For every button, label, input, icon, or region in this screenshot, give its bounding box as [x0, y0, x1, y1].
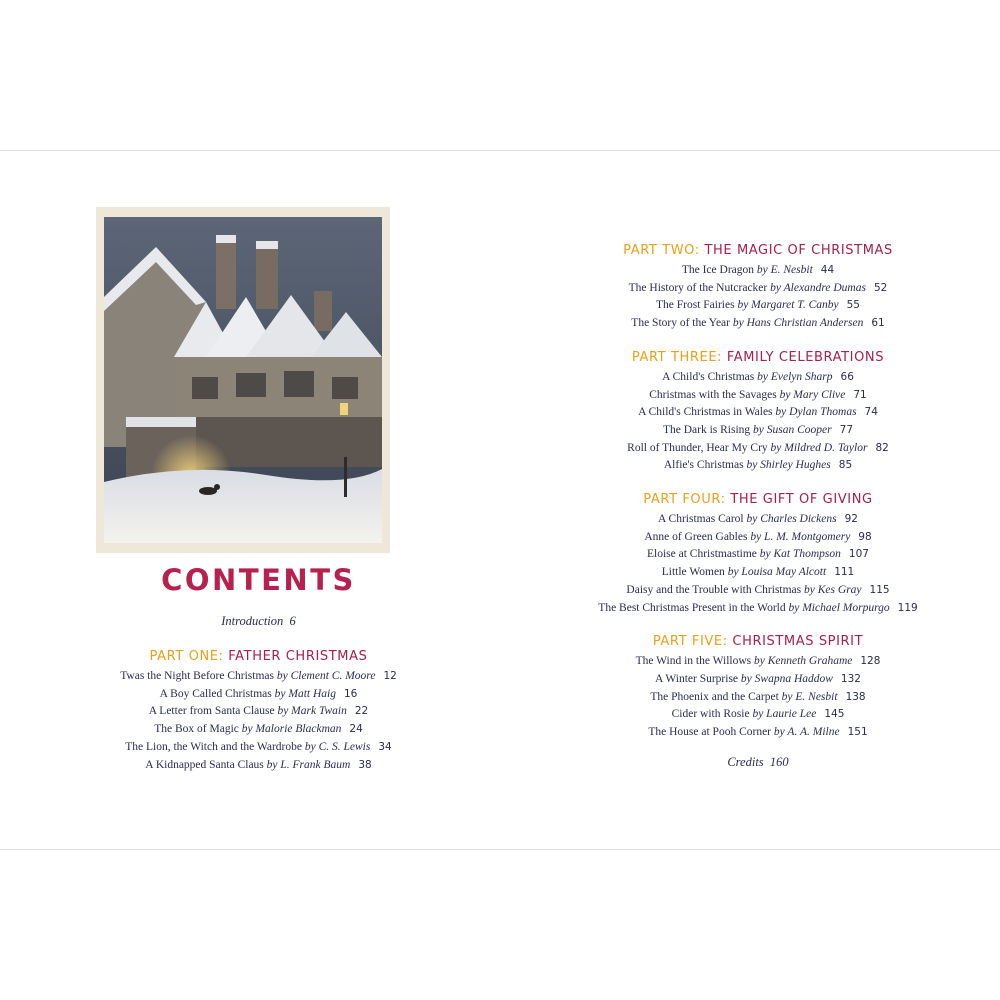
toc-entry[interactable] — [563, 706, 953, 724]
entry-title: Twas the Night Before Christmas — [120, 670, 274, 682]
part-name: FATHER CHRISTMAS — [228, 649, 368, 664]
entry-title: A Winter Surprise — [655, 672, 739, 685]
toc-entry[interactable] — [563, 457, 953, 475]
entry-title: Little Women — [661, 566, 725, 579]
entry-page-number: 61 — [871, 317, 885, 330]
part-heading — [563, 242, 953, 259]
entry-title: Daisy and the Trouble with Christmas — [626, 583, 802, 596]
entry-page-number: 44 — [820, 264, 835, 276]
entry-title: The Phoenix and the Carpet — [650, 690, 779, 703]
entry-title: The Best Christmas Present in the World — [598, 601, 786, 614]
introduction-entry[interactable] — [96, 614, 421, 629]
entry-author: by Kes Gray — [804, 583, 862, 596]
entry-title: A Child's Christmas in Wales — [638, 406, 773, 419]
part-heading — [96, 648, 421, 665]
part-name: CHRISTMAS SPIRIT — [732, 634, 864, 650]
toc-entry[interactable] — [563, 262, 953, 280]
entry-title: Cider with Rosie — [671, 708, 750, 721]
entry-title: A Christmas Carol — [658, 513, 744, 526]
toc-section — [563, 491, 953, 617]
entry-page-number: 92 — [844, 513, 858, 526]
entry-page-number: 111 — [834, 566, 855, 579]
entry-page-number: 145 — [824, 708, 845, 721]
entry-author: by Louisa May Alcott — [727, 566, 827, 579]
toc-entry[interactable] — [563, 564, 953, 582]
entry-author: by C. S. Lewis — [304, 740, 371, 753]
entry-author: by Mildred D. Taylor — [770, 441, 868, 454]
entry-author: by Matt Haig — [274, 687, 336, 700]
toc-entry[interactable] — [563, 440, 953, 458]
entry-title: Roll of Thunder, Hear My Cry — [627, 441, 768, 454]
entry-author: by L. Frank Baum — [266, 758, 351, 771]
entry-title: Anne of Green Gables — [644, 530, 748, 543]
entry-page-number: 138 — [845, 690, 866, 703]
toc-entry[interactable] — [563, 529, 953, 547]
entry-author: by A. A. Milne — [773, 726, 840, 739]
part-heading — [563, 491, 953, 508]
entry-author: by E. Nesbit — [781, 690, 838, 703]
toc-entry[interactable] — [96, 668, 421, 686]
entry-page-number: 132 — [840, 672, 861, 685]
introduction-label: Introduction — [221, 614, 284, 628]
toc-entry[interactable] — [563, 404, 953, 422]
entry-page-number: 82 — [875, 441, 889, 454]
entry-title: Eloise at Christmastime — [647, 548, 757, 561]
entry-author: by Hans Christian Andersen — [732, 317, 864, 330]
entry-page-number: 52 — [873, 281, 888, 294]
entry-title: A Child's Christmas — [662, 370, 755, 383]
entry-page-number: 74 — [864, 406, 878, 419]
toc-entry[interactable] — [96, 721, 421, 739]
entry-author: by L. M. Montgomery — [750, 530, 851, 543]
part-name: THE MAGIC OF CHRISTMAS — [704, 243, 893, 258]
part-number: PART FOUR: — [643, 492, 726, 508]
credits-entry[interactable] — [563, 755, 953, 770]
entry-title: A Kidnapped Santa Claus — [145, 758, 264, 771]
entry-author: by Laurie Lee — [752, 708, 817, 721]
entry-author: by Clement C. Moore — [276, 670, 376, 682]
entry-author: by Malorie Blackman — [241, 723, 342, 736]
entry-page-number: 115 — [869, 583, 890, 596]
entry-title: The House at Pooh Corner — [648, 726, 772, 739]
toc-section — [563, 633, 953, 742]
entry-author: by Mary Clive — [779, 388, 846, 401]
entry-page-number: 66 — [840, 370, 854, 383]
toc-entry[interactable] — [96, 739, 421, 757]
credits-label: Credits — [727, 755, 764, 769]
entry-author: by Margaret T. Canby — [737, 299, 839, 312]
part-number: PART ONE: — [149, 649, 224, 664]
contents-right-column — [563, 242, 953, 742]
entry-author: by Shirley Hughes — [746, 459, 831, 472]
entry-page-number: 107 — [848, 548, 869, 561]
entry-page-number: 85 — [838, 459, 853, 472]
introduction-page: 6 — [289, 614, 296, 628]
toc-entry[interactable] — [563, 387, 953, 405]
entry-page-number: 77 — [839, 423, 854, 436]
entry-author: by Evelyn Sharp — [757, 370, 833, 383]
toc-entry[interactable] — [563, 546, 953, 564]
entry-page-number: 12 — [383, 670, 397, 682]
entry-author: by E. Nesbit — [756, 264, 813, 276]
part-number: PART FIVE: — [652, 634, 728, 650]
toc-section — [563, 242, 953, 333]
toc-entry[interactable] — [563, 315, 953, 333]
toc-entry[interactable] — [563, 671, 953, 689]
winter-village-drawing — [96, 207, 390, 553]
entry-page-number: 34 — [378, 740, 392, 753]
entry-title: The Frost Fairies — [656, 299, 735, 312]
toc-entry[interactable] — [563, 422, 953, 440]
entry-page-number: 119 — [897, 601, 918, 614]
entry-page-number: 16 — [343, 687, 358, 700]
page-top-rule — [0, 150, 1000, 151]
entry-author: by Mark Twain — [277, 705, 347, 718]
toc-entry[interactable] — [563, 369, 953, 387]
part-number: PART THREE: — [631, 349, 723, 365]
winter-village-illustration — [96, 207, 390, 553]
entry-author: by Michael Morpurgo — [788, 601, 890, 614]
toc-entry[interactable] — [563, 297, 953, 315]
entry-author: by Dylan Thomas — [775, 406, 857, 419]
entry-page-number: 38 — [358, 758, 372, 771]
entry-title: A Letter from Santa Clause — [148, 705, 275, 718]
toc-entry[interactable] — [563, 280, 953, 298]
entry-author: by Kat Thompson — [759, 548, 841, 561]
part-heading — [563, 349, 953, 366]
entry-title: The Story of the Year — [631, 317, 730, 330]
toc-section — [96, 648, 421, 774]
entry-author: by Charles Dickens — [746, 513, 837, 526]
entry-title: The Lion, the Witch and the Wardrobe — [125, 740, 302, 753]
entry-title: The Box of Magic — [154, 723, 239, 736]
entry-page-number: 151 — [847, 726, 868, 739]
toc-entry[interactable] — [563, 600, 953, 618]
entry-title: A Boy Called Christmas — [159, 687, 272, 700]
entry-title: Alfie's Christmas — [663, 459, 744, 472]
entry-author: by Swapna Haddow — [740, 672, 833, 685]
entry-page-number: 128 — [860, 655, 881, 668]
entry-author: by Kenneth Grahame — [754, 655, 853, 668]
page-bottom-rule — [0, 849, 1000, 850]
toc-entry[interactable] — [96, 686, 421, 704]
entry-page-number: 22 — [354, 705, 369, 718]
entry-author: by Alexandre Dumas — [770, 281, 866, 294]
part-heading — [563, 633, 953, 650]
part-number: PART TWO: — [623, 243, 700, 258]
toc-entry[interactable] — [563, 724, 953, 742]
entry-title: Christmas with the Savages — [649, 388, 777, 401]
entry-author: by Susan Cooper — [753, 423, 832, 436]
credits-page: 160 — [769, 755, 789, 769]
entry-page-number: 98 — [858, 530, 872, 543]
toc-section — [563, 349, 953, 475]
entry-title: The Ice Dragon — [681, 264, 754, 276]
toc-entry[interactable] — [563, 653, 953, 671]
contents-left-column — [96, 648, 421, 774]
entry-title: The History of the Nutcracker — [628, 281, 768, 294]
toc-entry[interactable] — [96, 757, 421, 775]
contents-title: CONTENTS — [161, 563, 356, 597]
toc-entry[interactable] — [96, 703, 421, 721]
part-name: THE GIFT OF GIVING — [730, 492, 873, 508]
toc-entry[interactable] — [563, 582, 953, 600]
entry-title: The Dark is Rising — [662, 423, 751, 436]
part-name: FAMILY CELEBRATIONS — [726, 349, 885, 365]
toc-entry[interactable] — [563, 511, 953, 529]
toc-entry[interactable] — [563, 689, 953, 707]
entry-title: The Wind in the Willows — [635, 655, 752, 668]
entry-page-number: 71 — [853, 388, 867, 401]
entry-page-number: 24 — [349, 723, 363, 736]
entry-page-number: 55 — [846, 299, 860, 312]
